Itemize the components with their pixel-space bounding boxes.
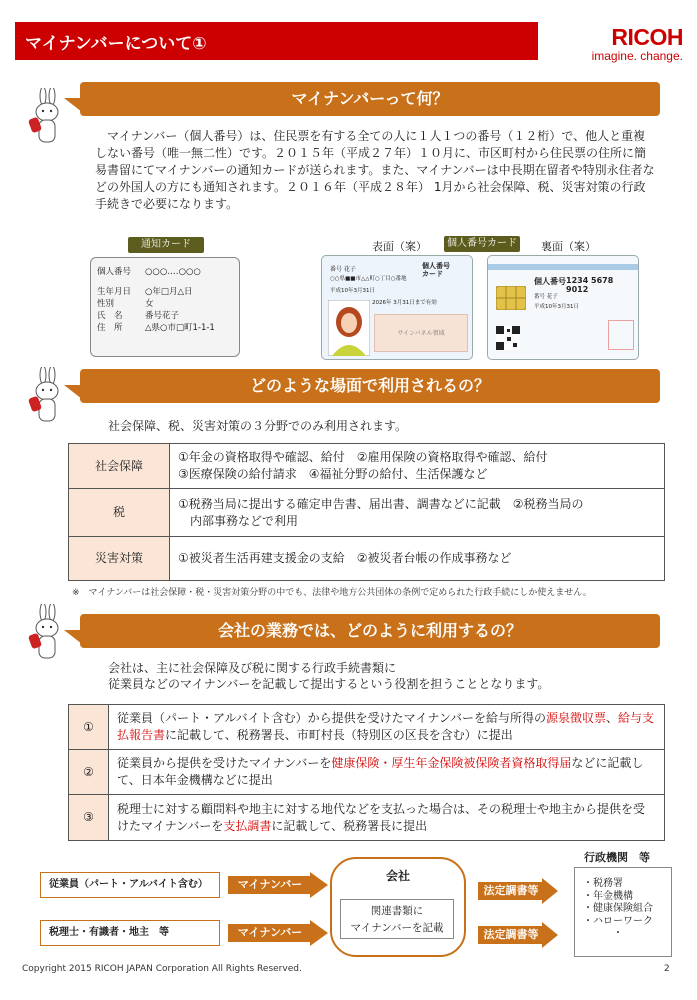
report-arrow-2: 法定調書等 (478, 926, 544, 944)
back-label: 裏面（案） (541, 240, 596, 253)
back-number-label: 個人番号 (534, 277, 566, 286)
section-heading-business: 会社の業務では、どのように利用するの？ (80, 614, 660, 648)
logo-main-text: RICOH (611, 24, 683, 50)
front-address: ○○県■■市△△町○丁目○番地 (330, 276, 407, 282)
mynumber-arrow-1: マイナンバー (228, 876, 312, 894)
arrow-heads-icon (542, 878, 558, 950)
gov-item: ・ハローワーク (583, 915, 653, 927)
highlight-text: 源泉徴収票 (546, 711, 607, 725)
usage-text: ③医療保険の給付請求 ④福祉分野の給付、生活保護など (178, 467, 488, 481)
logo-tagline: imagine. change. (591, 49, 683, 63)
usage-label: 税 (69, 489, 170, 537)
text-part: に記載して、税務署長に提出 (271, 818, 428, 833)
company-inner: 関連書類に マイナンバーを記載 (340, 899, 454, 939)
portrait-photo-icon (328, 300, 370, 356)
usage-intro: 社会保障、税、災害対策の３分野でのみ利用されます。 (108, 419, 408, 433)
notice-value: ○○○‥‥○○○ (145, 267, 201, 277)
usage-cell (170, 537, 665, 581)
notice-label: 性別 (97, 299, 115, 309)
business-intro (108, 660, 549, 692)
gov-item: ・ (613, 928, 623, 939)
text-part: 、 (606, 711, 619, 725)
usage-table (68, 443, 665, 581)
page-number: 2 (664, 964, 670, 974)
gov-item: ・年金機構 (583, 890, 633, 902)
section-heading-usage: どのような場面で利用されるの？ (80, 369, 660, 403)
usage-cell (170, 489, 665, 537)
notice-label: 生年月日 (97, 287, 132, 297)
usage-text: ①年金の資格取得や確認、給付 ②雇用保険の資格取得や確認、給付 (178, 450, 548, 464)
table-row (69, 444, 665, 489)
row-number: ② (69, 750, 109, 795)
table-row (69, 489, 665, 537)
taxpayer-box: 税理士・有識者・地主 等 (40, 920, 220, 946)
back-birth: 平成10年3月31日 (534, 304, 579, 310)
gov-item: ・健康保険組合 (583, 903, 653, 914)
rabbit-mascot-icon (26, 367, 68, 431)
back-number: 1234 5678 9012 (566, 276, 614, 294)
page-title: マイナンバーについて① (15, 22, 538, 60)
business-intro-line: 会社は、主に社会保障及び税に関する行政手続書類に (108, 661, 397, 675)
back-name: 番号 花子 (534, 294, 558, 300)
front-name: 番号 花子 (330, 266, 356, 273)
copyright: Copyright 2015 RICOH JAPAN Corporation All Rights Reserved. (22, 964, 302, 974)
gov-item: ・税務署 (583, 878, 623, 889)
notice-card-tag: 通知カード (128, 237, 204, 253)
id-card-front (321, 255, 473, 360)
rabbit-mascot-icon (26, 604, 68, 668)
section-intro-text: マイナンバー（個人番号）は、住民票を有する全ての人に１人１つの番号（１２桁）で、他人と重複しない番号（唯一無二性）です。２０１５年（平成２７年）１０月に、市区町村から住民票の住所に簡易書留にてマイナンバーの通知カードが送られます。また、マイナンバーは中長期在留者や特別永住者などの外国人の方にも通知されます。２０１６年（平成２８年） 1月から社会保障、税、災害対策の行政手続きで必要になります。 (95, 129, 655, 211)
section-heading-what: マイナンバーって何？ (80, 82, 660, 116)
mynumber-arrow-2: マイナンバー (228, 924, 312, 942)
text-part: に記載して、税務署長、市町村長（特別区の区長を含む）に提出 (165, 728, 513, 742)
gov-title: 行政機関 等 (584, 851, 650, 864)
text-part: 税理士に対する顧問料や地主に対する地代などを支払った場合は、その税理士や地主から提供を受けたマイナンバーを (117, 801, 646, 833)
table-row (69, 537, 665, 581)
front-label: 表面（案） (372, 240, 427, 253)
id-card-back (487, 255, 639, 360)
usage-label: 災害対策 (69, 537, 170, 581)
ricoh-logo (583, 25, 683, 63)
usage-cell (170, 444, 665, 489)
front-card-title: 個人番号 カード (422, 262, 450, 278)
usage-text: 内部事務などで利用 (190, 513, 299, 528)
business-cell (109, 750, 665, 795)
notice-label: 住 所 (97, 323, 123, 333)
row-number: ① (69, 705, 109, 750)
arrow-heads-icon (310, 872, 328, 948)
highlight-text: 支払調書 (223, 818, 272, 833)
table-row (69, 750, 665, 795)
business-intro-line: 従業員などのマイナンバーを記載して提出するという役割を担うこととなります。 (108, 677, 550, 691)
usage-text: ①税務当局に提出する確定申告書、届出書、調書などに記載 ②税務当局の (178, 496, 584, 511)
usage-text: ①被災者生活再建支援金の支給 ②被災者台帳の作成事務など (178, 551, 512, 565)
ic-chip-icon (496, 286, 526, 310)
company-title: 会社 (385, 869, 410, 883)
front-birth: 平成10年3月31日 (330, 288, 375, 294)
business-table (68, 704, 665, 841)
row-number: ③ (69, 795, 109, 841)
qr-code-icon (496, 326, 520, 350)
report-arrow-1: 法定調書等 (478, 882, 544, 900)
employee-box: 従業員（パート・アルバイト含む） (40, 872, 220, 898)
usage-note: ※ マイナンバーは社会保障・税・災害対策分野の中でも、法律や地方公共団体の条例で定められた行政手続にしか使えません。 (72, 588, 592, 598)
text-part: などに記載して、日本年金機構などに提出 (117, 756, 644, 787)
text-part: 従業員から提供を受けたマイナンバーを (117, 756, 332, 770)
rabbit-mascot-icon (26, 88, 68, 152)
business-cell (109, 795, 665, 841)
table-row (69, 705, 665, 750)
business-cell (109, 705, 665, 750)
notice-value: △県○市□町1-1-1 (145, 323, 215, 333)
table-row (69, 795, 665, 841)
highlight-text: 給与支払報告書 (117, 711, 655, 742)
usage-label: 社会保障 (69, 444, 170, 489)
notice-value: 女 (145, 299, 154, 309)
notice-value: 番号花子 (145, 311, 180, 321)
id-card-tag: 個人番号カード (444, 236, 520, 252)
gov-box (574, 867, 672, 957)
notice-label: 氏 名 (97, 311, 123, 321)
company-box (330, 857, 466, 957)
front-expiry: 2026年 3月31日まで有効 (372, 300, 437, 306)
notice-label: 個人番号 (97, 267, 132, 277)
notice-card (90, 257, 240, 357)
text-part: 従業員（パート・アルバイト含む）から提供を受けたマイナンバーを給与所得の (117, 711, 547, 725)
signature-panel: サインパネル領域 (374, 314, 468, 352)
notice-value: ○年□月△日 (145, 287, 193, 297)
highlight-text: 健康保険・厚生年金保険被保険者資格取得届 (331, 756, 572, 770)
